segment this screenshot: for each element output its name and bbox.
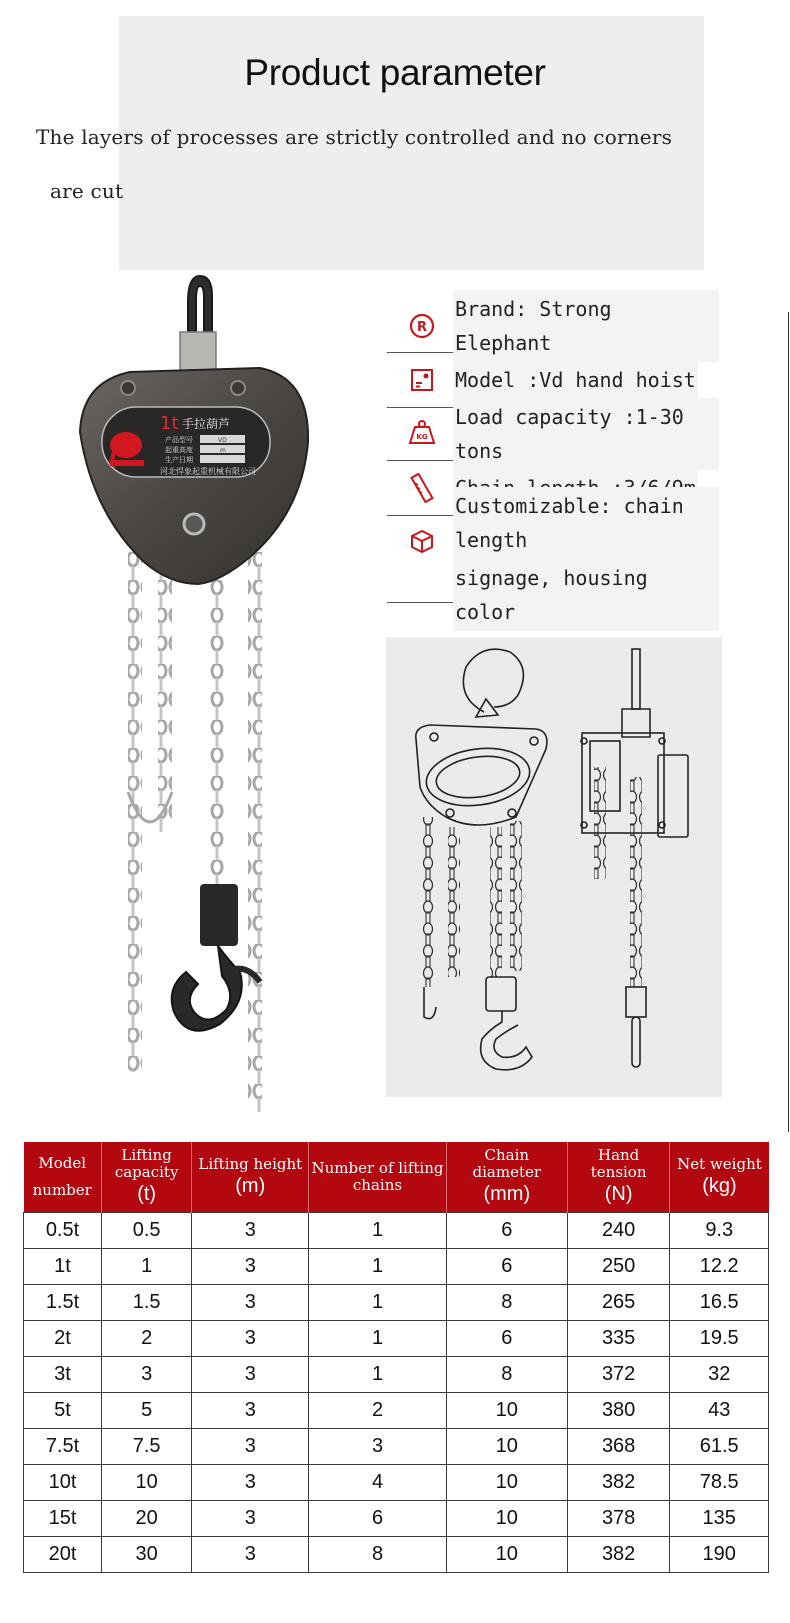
cell-hand-tension: 335 <box>567 1321 670 1357</box>
cell-model-number: 1t <box>24 1249 102 1285</box>
cell-lifting-capacity: 30 <box>101 1537 191 1573</box>
cell-net-weight: 16.5 <box>670 1285 769 1321</box>
parameter-table <box>23 1142 769 1573</box>
table-row <box>24 1537 769 1573</box>
bottom-hook <box>172 946 242 1031</box>
chain-left-inner <box>158 552 172 832</box>
cell-model-number: 1.5t <box>24 1285 102 1321</box>
label-row-1-value: VD <box>218 437 227 444</box>
cell-lifting-capacity: 1 <box>101 1249 191 1285</box>
cell-chain-diameter: 10 <box>446 1501 567 1537</box>
cell-lifting-height: 3 <box>192 1285 309 1321</box>
cell-chain-count: 1 <box>309 1285 447 1321</box>
label-row-2-value: m <box>220 447 226 454</box>
front-bottom-hook <box>481 1011 532 1070</box>
side-chain-right <box>630 777 642 987</box>
spec-brand-text: Brand: Strong Elephant <box>453 290 719 362</box>
cell-chain-diameter: 8 <box>446 1357 567 1393</box>
cell-lifting-height: 3 <box>192 1393 309 1429</box>
spec-customizable-line-2: signage, housing color <box>453 559 719 631</box>
spec-list <box>387 297 719 624</box>
svg-text:KG: KG <box>416 433 428 441</box>
cell-model-number: 20t <box>24 1537 102 1573</box>
spec-item-capacity <box>387 405 719 463</box>
cell-lifting-capacity: 10 <box>101 1465 191 1501</box>
right-divider <box>788 312 789 1132</box>
ruler-icon <box>407 473 437 503</box>
front-chain-1 <box>422 817 434 987</box>
spec-model-text: Model :Vd hand hoist <box>453 361 698 399</box>
cell-chain-count: 2 <box>309 1393 447 1429</box>
cell-hand-tension: 368 <box>567 1429 670 1465</box>
cell-lifting-height: 3 <box>192 1321 309 1357</box>
side-wheel <box>658 755 688 837</box>
header-hand-tension: Hand tension (N) <box>567 1142 670 1213</box>
table-body <box>24 1213 769 1573</box>
spec-customizable-line-1: Customizable: chain length <box>453 487 719 559</box>
table-row <box>24 1393 769 1429</box>
page-subtitle <box>36 110 788 218</box>
header-number-of-chains: Number of lifting chains <box>309 1142 447 1213</box>
box-icon <box>407 526 437 556</box>
label-company: 河北悍象起重机械有限公司 <box>160 467 256 476</box>
front-chain-3 <box>490 827 502 977</box>
cell-lifting-capacity: 20 <box>101 1501 191 1537</box>
cell-model-number: 3t <box>24 1357 102 1393</box>
table-row <box>24 1285 769 1321</box>
cell-lifting-capacity: 2 <box>101 1321 191 1357</box>
label-row-1: 产品型号 <box>165 436 193 444</box>
cell-hand-tension: 382 <box>567 1537 670 1573</box>
cell-lifting-capacity: 0.5 <box>101 1213 191 1249</box>
cell-net-weight: 9.3 <box>670 1213 769 1249</box>
table-row <box>24 1501 769 1537</box>
cell-chain-count: 6 <box>309 1501 447 1537</box>
technical-drawing <box>386 637 722 1097</box>
chain-left-outer <box>128 552 142 1072</box>
id-card-icon <box>407 365 437 395</box>
header-chain-diameter: Chain diameter (mm) <box>446 1142 567 1213</box>
front-top-hook <box>463 649 523 712</box>
page-title: Product parameter <box>244 52 546 93</box>
cell-chain-diameter: 6 <box>446 1321 567 1357</box>
cell-net-weight: 43 <box>670 1393 769 1429</box>
spec-item-customizable <box>387 494 719 624</box>
table-row <box>24 1249 769 1285</box>
cell-net-weight: 135 <box>670 1501 769 1537</box>
cell-lifting-height: 3 <box>192 1465 309 1501</box>
header-net-weight: Net weight (kg) <box>670 1142 769 1213</box>
svg-text:R: R <box>416 320 428 335</box>
cell-net-weight: 78.5 <box>670 1465 769 1501</box>
cell-hand-tension: 265 <box>567 1285 670 1321</box>
cell-net-weight: 61.5 <box>670 1429 769 1465</box>
cell-lifting-capacity: 3 <box>101 1357 191 1393</box>
cell-chain-diameter: 10 <box>446 1429 567 1465</box>
cell-lifting-height: 3 <box>192 1429 309 1465</box>
header-lifting-height: Lifting height (m) <box>192 1142 309 1213</box>
cell-chain-diameter: 6 <box>446 1249 567 1285</box>
technical-drawing-svg <box>386 637 722 1097</box>
cell-model-number: 15t <box>24 1501 102 1537</box>
side-bottom-block <box>626 987 646 1017</box>
cell-hand-tension: 250 <box>567 1249 670 1285</box>
table-header-row <box>24 1142 769 1213</box>
cell-net-weight: 32 <box>670 1357 769 1393</box>
chain-center <box>210 552 224 892</box>
hoist-product-photo <box>70 272 335 1117</box>
cell-chain-count: 3 <box>309 1429 447 1465</box>
table-row <box>24 1465 769 1501</box>
cell-net-weight: 19.5 <box>670 1321 769 1357</box>
cell-chain-count: 1 <box>309 1357 447 1393</box>
spec-customizable-text <box>453 487 719 631</box>
cell-lifting-height: 3 <box>192 1501 309 1537</box>
cell-chain-count: 1 <box>309 1213 447 1249</box>
cell-lifting-capacity: 7.5 <box>101 1429 191 1465</box>
table-row <box>24 1321 769 1357</box>
subtitle-line-1: The layers of processes are strictly controlled and no corners <box>36 125 673 149</box>
center-bolt <box>184 514 204 534</box>
cell-lifting-capacity: 1.5 <box>101 1285 191 1321</box>
cell-chain-diameter: 10 <box>446 1465 567 1501</box>
cell-hand-tension: 372 <box>567 1357 670 1393</box>
cell-chain-diameter: 10 <box>446 1537 567 1573</box>
cell-chain-count: 4 <box>309 1465 447 1501</box>
cell-chain-diameter: 10 <box>446 1393 567 1429</box>
weight-icon <box>407 419 437 449</box>
cell-hand-tension: 380 <box>567 1393 670 1429</box>
cell-net-weight: 12.2 <box>670 1249 769 1285</box>
spec-item-brand <box>387 297 719 355</box>
label-product-name: 手拉葫芦 <box>182 417 231 431</box>
cell-lifting-height: 3 <box>192 1357 309 1393</box>
side-chain-left <box>594 767 606 879</box>
label-row-3: 生产日期 <box>165 456 193 464</box>
label-row-2: 起重高度 <box>165 446 193 454</box>
cell-model-number: 7.5t <box>24 1429 102 1465</box>
cell-chain-count: 8 <box>309 1537 447 1573</box>
cell-hand-tension: 382 <box>567 1465 670 1501</box>
cell-model-number: 2t <box>24 1321 102 1357</box>
subtitle-line-2: are cut <box>50 179 124 203</box>
side-top-rod <box>632 649 640 709</box>
table-row <box>24 1357 769 1393</box>
front-bottom-block <box>486 977 516 1011</box>
cell-lifting-height: 3 <box>192 1213 309 1249</box>
label-capacity: 1t <box>160 413 179 434</box>
cell-model-number: 10t <box>24 1465 102 1501</box>
front-chain-2 <box>448 827 460 977</box>
cell-chain-count: 1 <box>309 1249 447 1285</box>
bottom-block <box>200 884 238 946</box>
header-model-number: Model number <box>24 1142 102 1213</box>
cell-chain-diameter: 8 <box>446 1285 567 1321</box>
chain-right <box>248 552 262 1112</box>
front-chain-4 <box>510 821 522 971</box>
header-lifting-capacity: Lifting capacity (t) <box>101 1142 191 1213</box>
table-row <box>24 1213 769 1249</box>
cell-model-number: 0.5t <box>24 1213 102 1249</box>
cell-hand-tension: 240 <box>567 1213 670 1249</box>
cell-net-weight: 190 <box>670 1537 769 1573</box>
cell-chain-diameter: 6 <box>446 1213 567 1249</box>
table-row <box>24 1429 769 1465</box>
cell-lifting-height: 3 <box>192 1249 309 1285</box>
cell-hand-tension: 378 <box>567 1501 670 1537</box>
spec-capacity-text: Load capacity :1-30 tons <box>453 398 719 470</box>
cell-lifting-height: 3 <box>192 1537 309 1573</box>
registered-icon <box>407 311 437 341</box>
cell-model-number: 5t <box>24 1393 102 1429</box>
cell-chain-count: 1 <box>309 1321 447 1357</box>
cell-lifting-capacity: 5 <box>101 1393 191 1429</box>
